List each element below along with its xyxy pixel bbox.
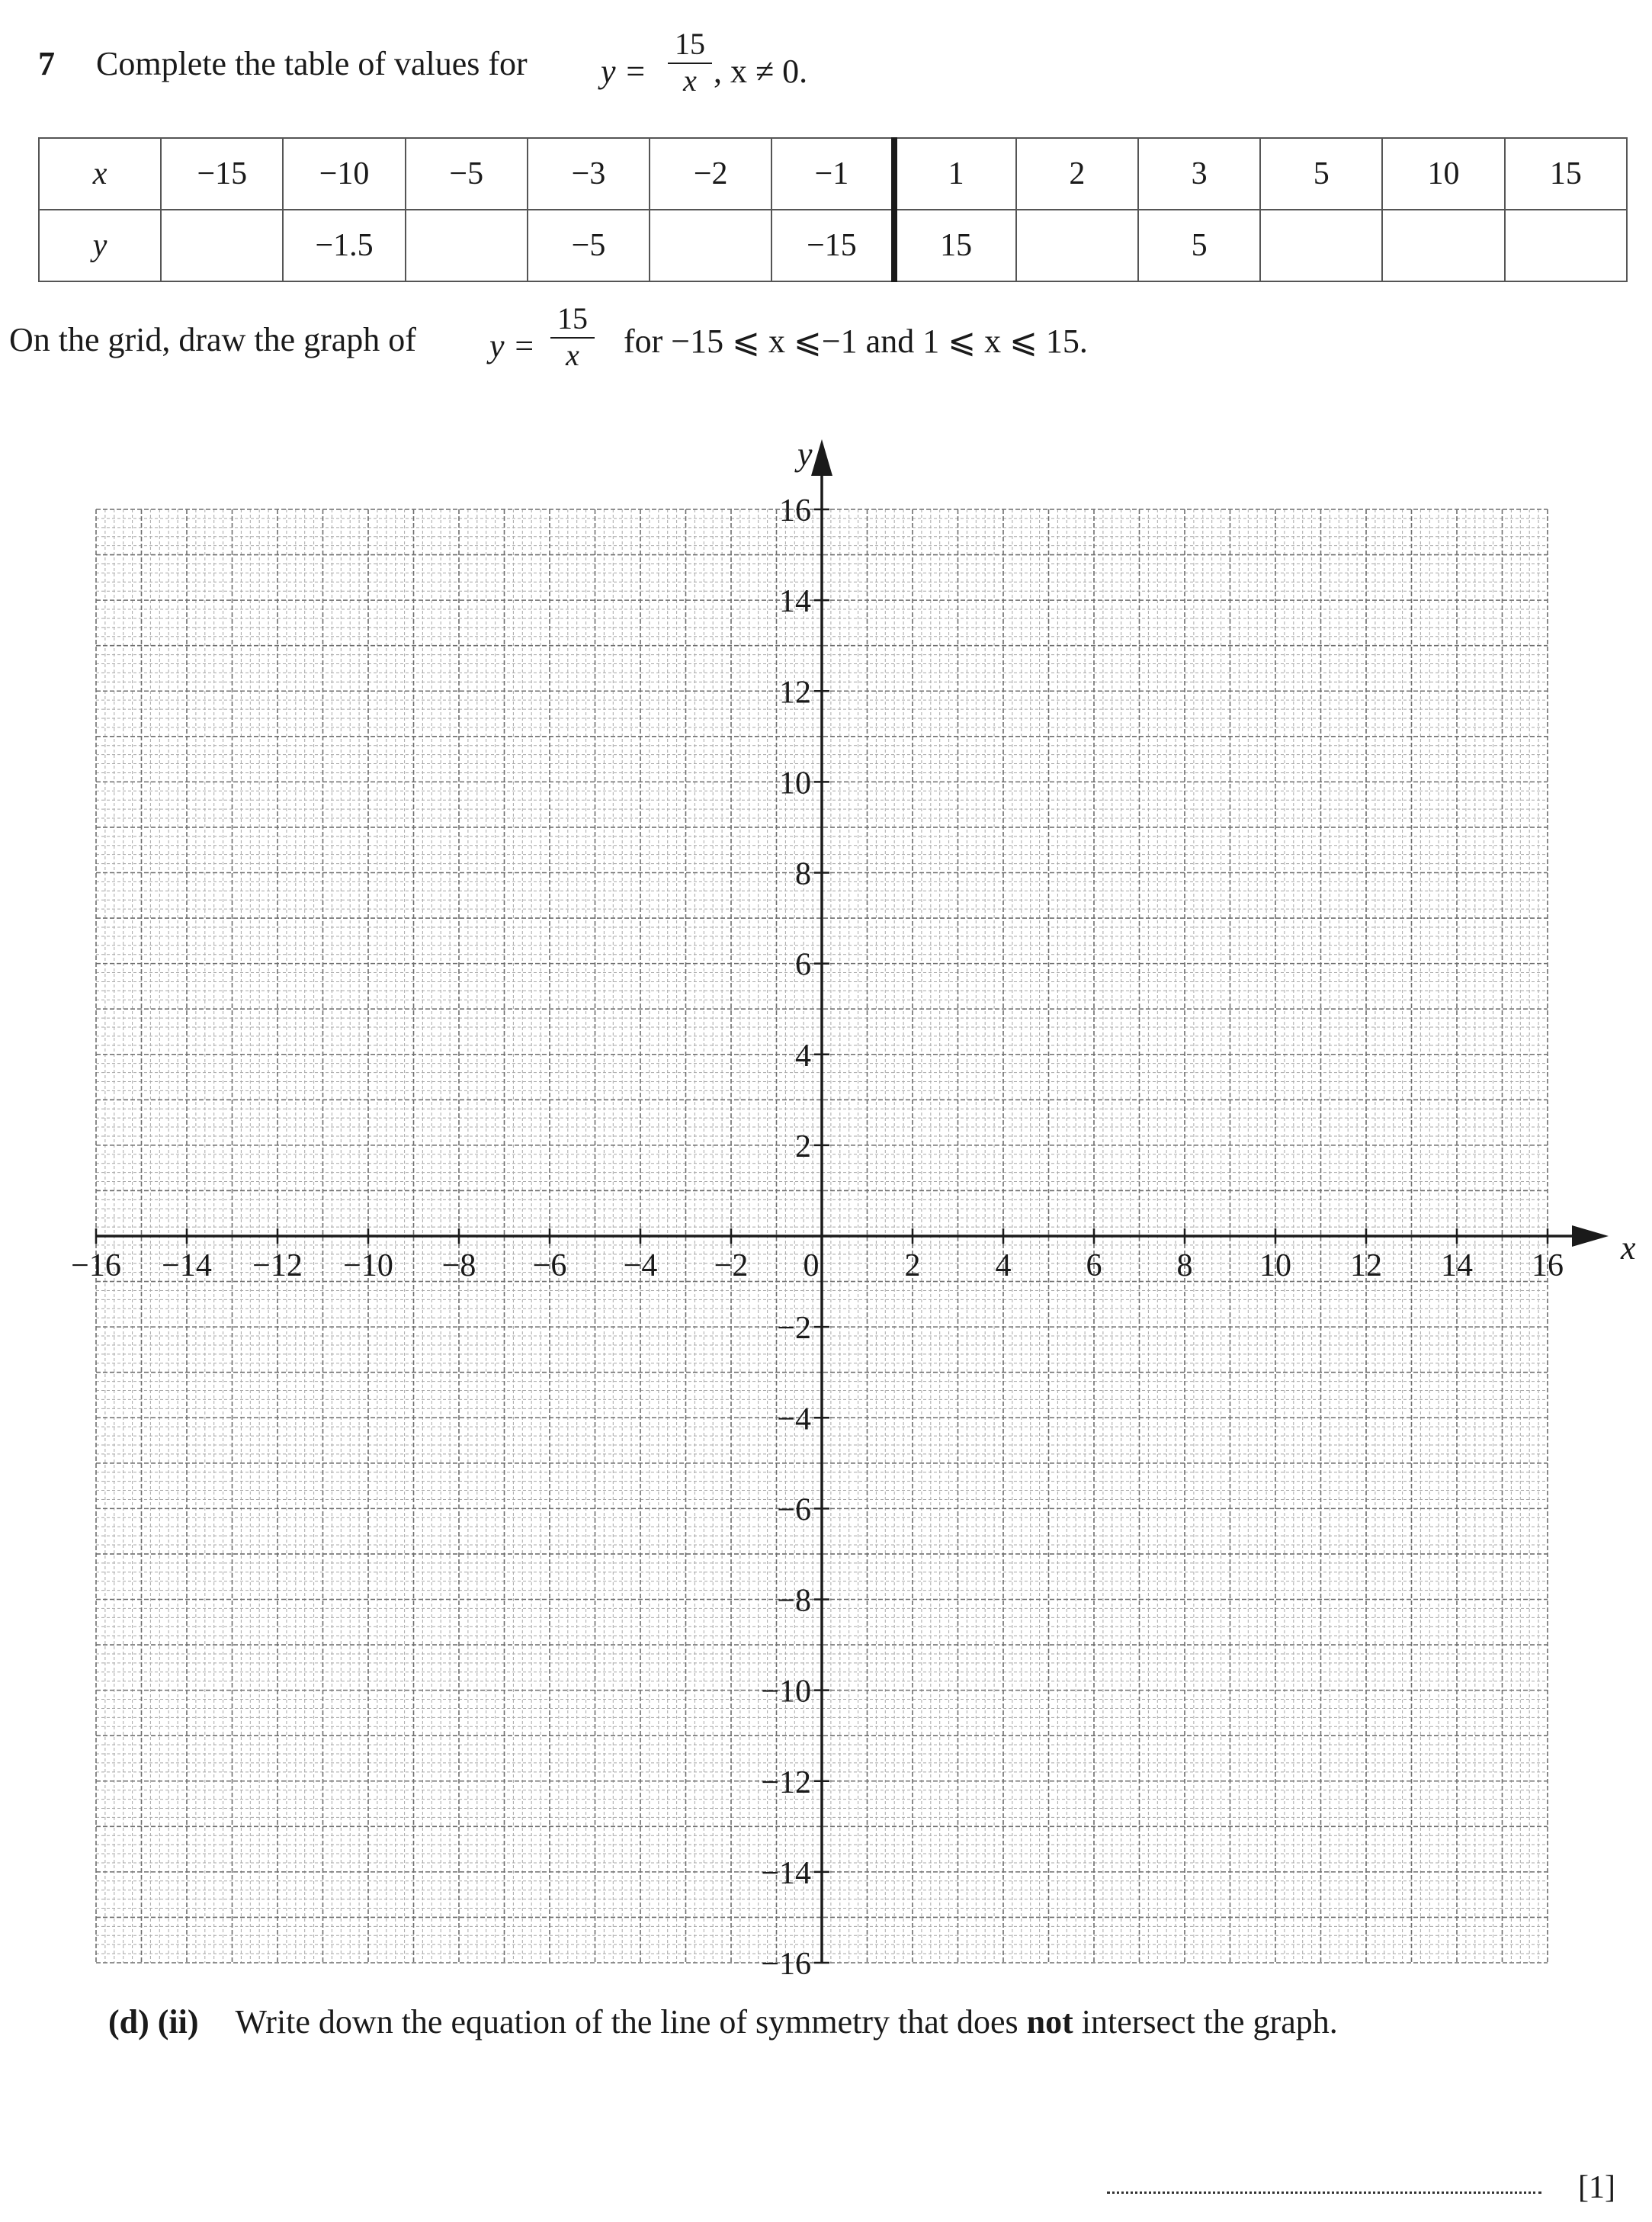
table-x-label: x [39,138,161,210]
y-tick-label: 8 [795,856,811,892]
x-axis-label: x [1621,1229,1636,1267]
y-tick-label: 10 [779,766,811,801]
x-tick-label: −10 [343,1248,393,1283]
instruction-prefix: On the grid, draw the graph of [9,321,416,358]
part-d-text-before: Write down the equation of the line of symmetry that does [235,2003,1018,2041]
y-tick-label: 2 [795,1129,811,1164]
x-tick-label: 14 [1441,1248,1473,1283]
part-d-bold-word: not [1026,2003,1073,2041]
question-function-lhs: y = [601,53,647,90]
instruction-function-lhs: y = [489,327,536,364]
instruction-denominator: x [566,338,579,372]
mark-allocation: [1] [1578,2170,1615,2205]
x-tick-label: −6 [532,1248,567,1283]
instruction-suffix: for −15 ⩽ x ⩽−1 and 1 ⩽ x ⩽ 15. [624,323,1088,360]
table-y-cell: −1.5 [283,210,405,281]
table-y-label: y [39,210,161,281]
x-tick-label: 10 [1259,1248,1291,1283]
table-x-cell: −5 [406,138,528,210]
table-x-cell: 15 [1505,138,1627,210]
y-tick-label: −12 [761,1764,811,1800]
axes [96,435,1636,1963]
table-x-cell: −3 [528,138,650,210]
y-axis-label: y [797,435,813,473]
y-tick-label: −2 [777,1311,811,1347]
part-d-text-after: intersect the graph. [1081,2003,1338,2041]
x-tick-label: −16 [71,1248,121,1283]
x-tick-label: −8 [441,1248,476,1283]
x-axis-arrowhead [1572,1225,1609,1247]
table-y-cell: 5 [1138,210,1260,281]
x-tick-label: 8 [1176,1248,1193,1283]
x-tick-label: 0 [803,1248,820,1283]
y-tick-label: −10 [761,1674,811,1710]
x-tick-label: 12 [1350,1248,1382,1283]
y-tick-label: −14 [761,1855,811,1891]
question-intro: Complete the table of values for [96,45,528,82]
question-numerator: 15 [675,27,705,61]
x-tick-label: 6 [1086,1248,1102,1283]
y-axis-arrowhead [811,439,832,476]
question-condition: , x ≠ 0. [714,53,808,90]
axis-tick-labels [71,493,1564,1982]
x-tick-label: 16 [1532,1248,1564,1283]
table-x-cell: −2 [650,138,771,210]
y-tick-label: 6 [795,947,811,983]
table-y-cell: 15 [894,210,1016,281]
table-x-cell: −10 [283,138,405,210]
x-tick-label: 2 [904,1248,921,1283]
instruction-numerator: 15 [557,301,588,336]
y-tick-label: 16 [779,493,811,528]
answer-line[interactable] [1107,2191,1541,2194]
y-tick-label: −6 [777,1492,811,1528]
x-tick-label: −12 [252,1248,303,1283]
table-x-cell: 5 [1260,138,1382,210]
table-y-cell: −15 [771,210,893,281]
y-tick-label: 4 [795,1038,811,1074]
table-x-cell: 3 [1138,138,1260,210]
table-y-cell: −5 [528,210,650,281]
x-tick-label: −2 [714,1248,749,1283]
x-tick-label: −4 [623,1248,658,1283]
table-x-cell: 2 [1016,138,1138,210]
question-denominator: x [683,63,697,98]
part-d-question [108,2002,1338,2041]
y-tick-label: 12 [779,675,811,711]
y-tick-label: −8 [777,1583,811,1619]
x-tick-label: −14 [162,1248,212,1283]
table-x-cell: −1 [771,138,893,210]
table-x-cell: 1 [894,138,1016,210]
question-number: 7 [38,45,55,82]
x-tick-label: 4 [995,1248,1012,1283]
y-tick-label: 14 [779,584,811,620]
y-tick-label: −16 [761,1947,811,1982]
table-x-cell: 10 [1382,138,1504,210]
y-tick-label: −4 [777,1402,811,1437]
part-d-label: (d) (ii) [108,2003,199,2041]
table-x-cell: −15 [161,138,283,210]
